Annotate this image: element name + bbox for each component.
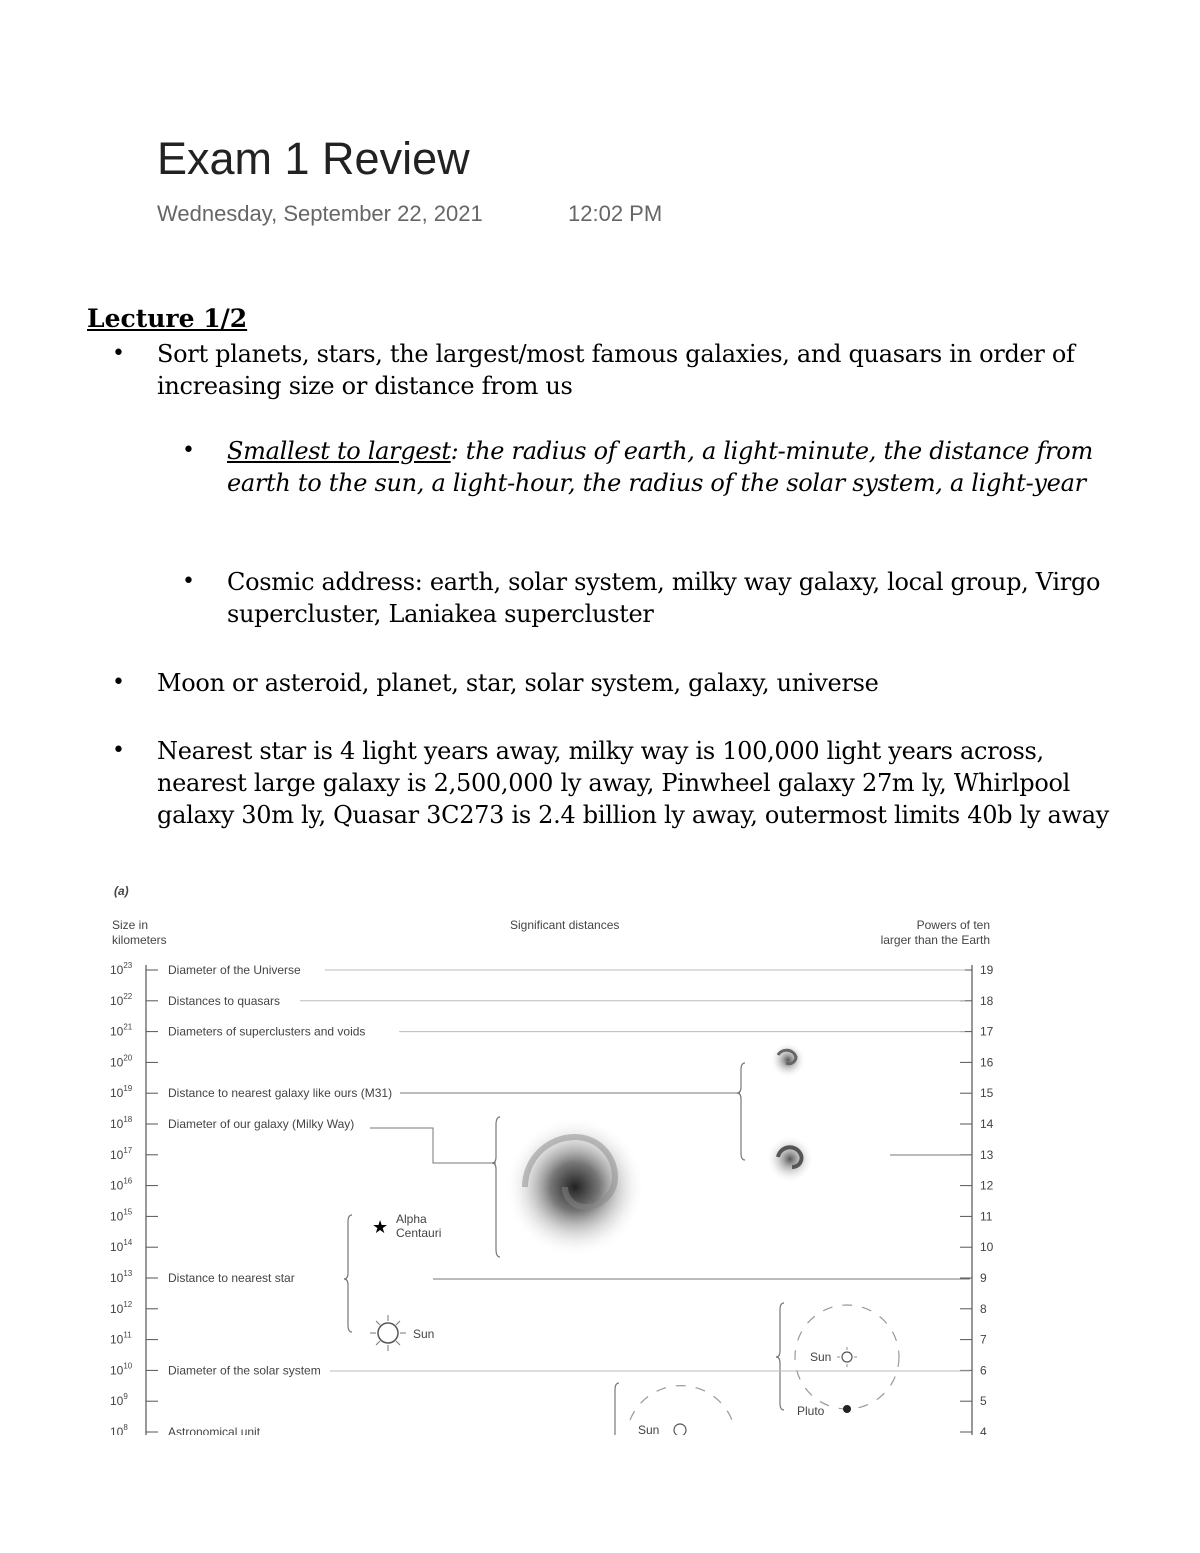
distance-label: Diameter of the Universe — [168, 963, 301, 977]
size-label: $10^{10}$ — [110, 1361, 133, 1378]
power-label: 19 — [980, 963, 994, 977]
size-label: $10^{23}$ — [110, 961, 133, 977]
bullet-text: Nearest star is 4 light years away, milky way is 100,000 light years across, nearest large galaxy is 2,500,000 ly away, Pinwheel galaxy 27m ly, Whirlpool galaxy 30m ly, Quasar 3C273 is 2.4 billion ly away, outermost limits 40b ly away — [157, 737, 1110, 829]
power-label: 14 — [980, 1117, 994, 1131]
pluto-icon — [843, 1405, 851, 1413]
star-icon: ★ — [372, 1217, 389, 1238]
size-exponent: 11 — [123, 1330, 132, 1340]
power-label: 16 — [980, 1055, 994, 1070]
size-label: $10^{12}$ — [110, 1299, 133, 1316]
m31-bracket — [737, 1063, 745, 1160]
panel-label: (a) — [114, 884, 129, 898]
power-label: 4 — [980, 1425, 987, 1435]
bullet-text: : the radius of earth, a light-minute, the distance from earth to the sun, a light-hour, the radius of the solar system, a light-year — [227, 437, 1093, 497]
size-exponent: 23 — [123, 961, 133, 970]
size-label: $10^{15}$ — [110, 1207, 133, 1224]
bullet-dot-icon: • — [112, 738, 125, 763]
sun-label: Sun — [413, 1327, 435, 1341]
power-label: 15 — [980, 1086, 994, 1101]
power-label: 7 — [980, 1332, 987, 1347]
size-exponent: 22 — [123, 991, 133, 1001]
nearest-star-bracket — [344, 1215, 352, 1332]
au-sun-label: Sun — [638, 1423, 660, 1435]
size-label: $10^{17}$ — [110, 1145, 133, 1162]
size-label: $10^{19}$ — [110, 1084, 133, 1101]
sun-icon — [370, 1315, 406, 1351]
size-exponent: 10 — [123, 1361, 133, 1371]
distance-label: Diameters of superclusters and voids — [168, 1024, 366, 1039]
power-label: 13 — [980, 1147, 994, 1162]
size-label: $10^{13}$ — [110, 1269, 133, 1285]
earth-orbit — [630, 1386, 732, 1420]
page-title: Exam 1 Review — [157, 133, 470, 184]
size-exponent: 21 — [123, 1022, 133, 1032]
size-label: $10^{11}$ — [110, 1330, 132, 1347]
left-header-2: kilometers — [112, 933, 167, 947]
bullet-cosmic-address — [182, 566, 1117, 630]
size-label: $10^8$ — [110, 1423, 128, 1435]
solar-sun-label: Sun — [810, 1350, 832, 1364]
alpha-label-1: Alpha — [396, 1212, 427, 1226]
size-exponent: 16 — [123, 1176, 133, 1186]
bullet-label: Smallest to largest — [227, 437, 451, 465]
bullet-dot-icon: • — [112, 341, 125, 366]
distance-label: Distances to quasars — [168, 993, 281, 1008]
m31-galaxy-icon — [766, 1135, 814, 1183]
bullet-text: Cosmic address: earth, solar system, milky way galaxy, local group, Virgo supercluster, Laniakea supercluster — [227, 568, 1101, 628]
size-exponent: 12 — [123, 1299, 133, 1309]
size-exponent: 13 — [123, 1269, 133, 1278]
bullet-text: Moon or asteroid, planet, star, solar system, galaxy, universe — [157, 669, 879, 697]
size-exponent: 19 — [123, 1084, 133, 1094]
size-label: $10^9$ — [110, 1392, 128, 1409]
bullet-dot-icon: • — [182, 438, 195, 463]
size-exponent: 15 — [123, 1207, 133, 1217]
power-label: 11 — [980, 1209, 993, 1224]
center-header: Significant distances — [510, 918, 620, 932]
size-exponent: 8 — [123, 1423, 128, 1432]
bullet-sort-objects — [112, 338, 1117, 402]
power-label: 17 — [980, 1024, 994, 1039]
distance-label: Diameter of the solar system — [168, 1363, 321, 1378]
milky-way-connector — [370, 1128, 496, 1163]
size-exponent: 17 — [123, 1145, 133, 1155]
sun-icon — [674, 1424, 686, 1435]
alpha-label-2: Centauri — [396, 1226, 442, 1240]
size-label: $10^{18}$ — [110, 1115, 133, 1131]
distance-label: Astronomical unit — [168, 1425, 261, 1435]
right-header-1: Powers of ten — [916, 918, 990, 932]
power-label: 5 — [980, 1394, 987, 1409]
right-header-2: larger than the Earth — [880, 933, 990, 947]
section-heading: Lecture 1/2 — [87, 304, 248, 333]
size-exponent: 20 — [123, 1053, 133, 1063]
bullet-moon-order — [112, 667, 1117, 699]
bullet-dot-icon: • — [182, 569, 195, 594]
bullet-dot-icon: • — [112, 670, 125, 695]
distance-label: Distance to nearest galaxy like ours (M31) — [168, 1086, 393, 1101]
size-exponent: 9 — [123, 1392, 128, 1402]
pluto-label: Pluto — [797, 1404, 825, 1418]
left-header-1: Size in — [112, 918, 149, 932]
power-label: 8 — [980, 1301, 987, 1316]
powers-of-ten-figure — [100, 875, 1000, 1435]
size-label: $10^{21}$ — [110, 1022, 133, 1039]
power-label: 9 — [980, 1271, 987, 1285]
size-label: $10^{16}$ — [110, 1176, 133, 1193]
distance-label: Diameter of our galaxy (Milky Way) — [168, 1117, 355, 1131]
sun-icon — [837, 1347, 857, 1367]
note-date: Wednesday, September 22, 2021 — [157, 201, 483, 226]
size-label: $10^{22}$ — [110, 991, 133, 1008]
bullet-smallest-to-largest — [182, 435, 1117, 499]
solar-system-bracket — [776, 1303, 784, 1410]
size-exponent: 14 — [123, 1238, 133, 1248]
distant-galaxy-icon — [770, 1042, 806, 1078]
power-label: 6 — [980, 1363, 987, 1378]
size-exponent: 18 — [123, 1115, 133, 1124]
bullet-distances — [112, 735, 1117, 831]
size-label: $10^{20}$ — [110, 1053, 133, 1070]
distance-label: Distance to nearest star — [168, 1271, 295, 1285]
size-label: $10^{14}$ — [110, 1238, 133, 1255]
milky-way-bracket — [492, 1117, 500, 1257]
au-bracket — [615, 1383, 619, 1435]
bullet-text: Sort planets, stars, the largest/most famous galaxies, and quasars in order of increasing size or distance from us — [157, 340, 1075, 400]
powers-of-ten-diagram — [100, 875, 1000, 1435]
note-time: 12:02 PM — [568, 201, 663, 226]
power-label: 18 — [980, 993, 994, 1008]
power-label: 10 — [980, 1240, 994, 1255]
power-label: 12 — [980, 1178, 994, 1193]
